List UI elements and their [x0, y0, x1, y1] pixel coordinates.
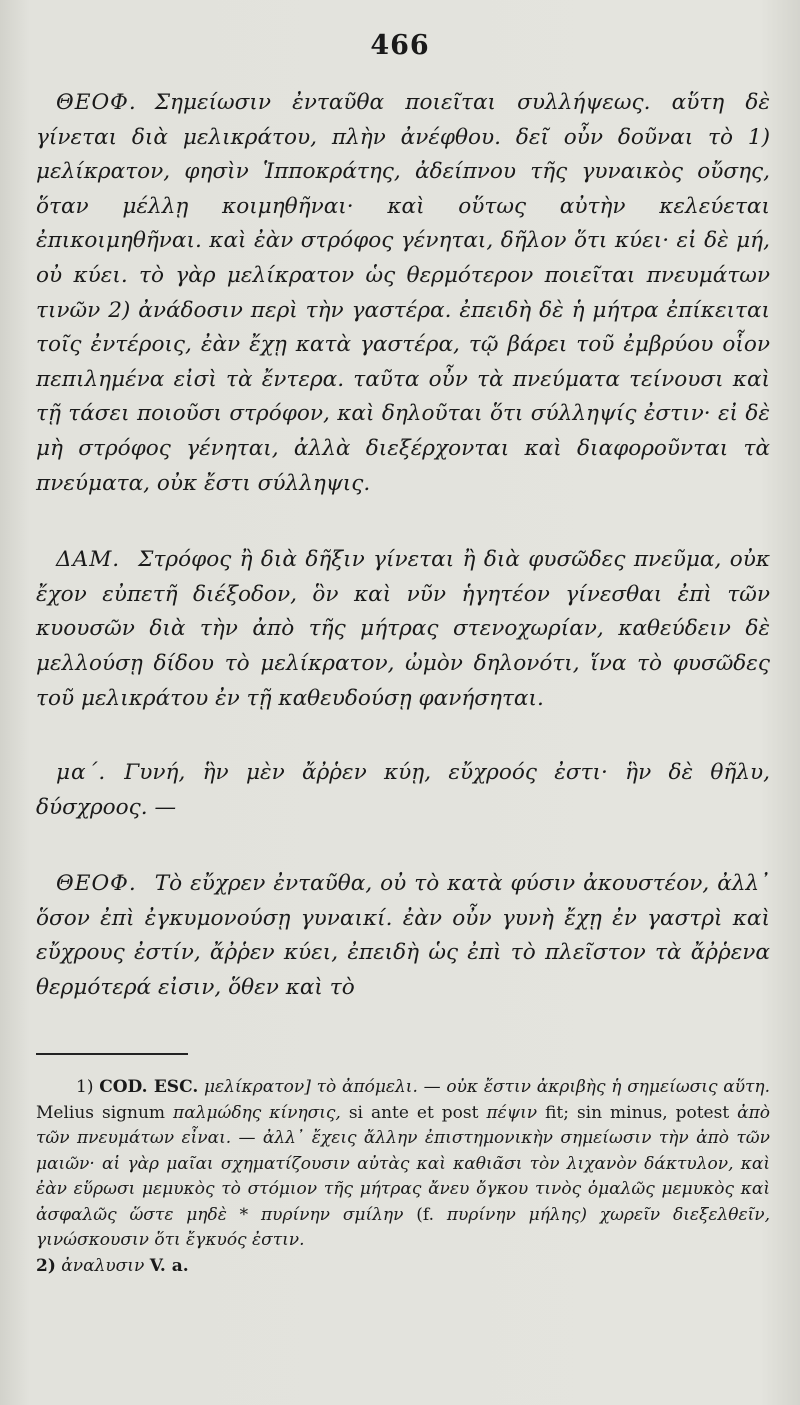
footnote-latin: si ante et post	[348, 1102, 479, 1123]
footnote-greek: πέψιν	[486, 1102, 538, 1123]
page-number: 466	[370, 30, 430, 61]
speaker-label: ΘΕΟΦ.	[56, 90, 137, 115]
footnote-greek: ἀπὸ τῶν πνευμάτων εἶναι. — ἀλλ᾽ ἔχεις ἄλλην ἐπιστημονικὴν σημείωσιν τὴν ἀπὸ τῶν μαιῶν· αἱ γὰρ μαῖαι σχηματίζουσιν αὐτὰς καὶ καθιᾶσι τὸν λιχανὸν δάκτυλον, καὶ ἐὰν εὕρωσι μεμυκὸς τὸ στόμιον τῆς μήτρας ἄνευ ὄγκου τινὸς ὁμαλῶς μεμυκὸς καὶ ἀσφαλῶς ὥστε μηδὲ * πυρίνην σμίλην	[36, 1102, 771, 1225]
paragraph-text: Σημείωσιν ἐνταῦθα ποιεῖται συλλήψεως. αὕτη δὲ γίνεται διὰ μελικράτου, πλὴν ἀνέφθου. δεῖ οὖν δοῦναι τὸ 1) μελίκρατον, φησὶν Ἱπποκράτης, ἀδείπνου τῆς γυναικὸς οὔσης, ὅταν μέλλῃ κοιμηθῆναι· καὶ οὕτως αὐτὴν κελεύεται ἐπικοιμηθῆναι. καὶ ἐὰν στρόφος γένηται, δῆλον ὅτι κύει· εἰ δὲ μή, οὐ κύει. τὸ γὰρ μελίκρατον ὡς θερμότερον ποιεῖται πνευμάτων τινῶν 2) ἀνάδοσιν περὶ τὴν γαστέρα. ἐπειδὴ δὲ ἡ μήτρα ἐπίκειται τοῖς ἐντέροις, ἐὰν ἔχῃ κατὰ γαστέρα, τῷ βάρει τοῦ ἐμβρύου οἷον πεπιλημένα εἰσὶ τὰ ἔντερα. ταῦτα οὖν τὰ πνεύματα τείνουσι καὶ τῇ τάσει ποιοῦσι στρόφον, καὶ δηλοῦται ὅτι σύλληψίς ἐστιν· εἰ δὲ μὴ στρόφος γένηται, ἀλλὰ διεξέρχονται καὶ διαφοροῦνται τὰ πνεύματα, οὐκ ἔστι σύλληψις.	[36, 90, 770, 496]
paragraph-theoph-1	[36, 86, 770, 501]
footnote-greek: παλμώδης κίνησις,	[173, 1102, 341, 1123]
footnote-latin: Melius signum	[36, 1102, 166, 1123]
footnote-number: 2)	[36, 1255, 56, 1276]
footnotes	[36, 1075, 770, 1279]
footnote-number: 1)	[76, 1077, 94, 1097]
footnote-1	[36, 1075, 770, 1254]
footnote-text: τὸ ἀπόμελι. — οὐκ ἔστιν ἀκριβὴς ἡ σημείωσις αὕτη.	[316, 1077, 771, 1097]
paragraph-theoph-2	[36, 867, 770, 1005]
footnote-2	[36, 1254, 770, 1280]
footnote-greek: χωρεῖν διεξελθεῖν, γινώσκουσιν ὅτι ἔγκυός ἐστιν.	[36, 1204, 771, 1250]
footnote-greek: ἀναλυσιν	[61, 1255, 145, 1276]
footnote-greek: πυρίνην μήλης)	[446, 1204, 588, 1225]
footnote-lemma: μελίκρατον]	[204, 1077, 311, 1097]
paragraph-text: Τὸ εὔχρεν ἐνταῦθα, οὐ τὸ κατὰ φύσιν ἀκουστέον, ἀλλ᾽ ὅσον ἐπὶ ἐγκυμονούσῃ γυναικί. ἐὰν οὖν γυνὴ ἔχῃ ἐν γαστρὶ καὶ εὔχρους ἐστίν, ἄῤῥεν κύει, ἐπειδὴ ὡς ἐπὶ τὸ πλεῖστον τὰ ἄῤῥενα θερμότερά εἰσιν, ὅθεν καὶ τὸ	[36, 871, 770, 1001]
paragraph-dam	[36, 543, 770, 716]
aphorism-number: μα΄.	[56, 760, 107, 786]
footnote-source: V. a.	[149, 1255, 189, 1276]
footnote-latin: fit; sin minus, potest	[545, 1102, 730, 1123]
speaker-label: ΔΑΜ.	[56, 547, 121, 573]
speaker-label: ΘΕΟΦ.	[56, 871, 137, 897]
paragraph-text: Στρόφος ἢ διὰ δῆξιν γίνεται ἢ διὰ φυσῶδες πνεῦμα, οὐκ ἔχον εὐπετῆ διέξοδον, ὃν καὶ νῦν ἡγητέον γίνεσθαι ἐπὶ τῶν κυουσῶν διὰ τὴν ἀπὸ τῆς μήτρας στενοχωρίαν, καθεύδειν δὲ μελλούσῃ δίδου τὸ μελίκρατον, ὠμὸν δηλονότι, ἵνα τὸ φυσῶδες τοῦ μελικράτου ἐν τῇ καθευδούσῃ φανήσηται.	[36, 547, 770, 711]
paragraph-aphorism	[36, 756, 770, 825]
main-text	[36, 86, 770, 1048]
footnote-divider	[36, 1053, 188, 1055]
paragraph-text: Γυνή, ἣν μὲν ἄῤῥεν κύῃ, εὔχροός ἐστι· ἣν δὲ θῆλυ, δύσχροος. —	[36, 760, 770, 820]
footnote-latin: (f.	[416, 1204, 435, 1225]
footnote-source: COD. ESC.	[99, 1077, 199, 1097]
